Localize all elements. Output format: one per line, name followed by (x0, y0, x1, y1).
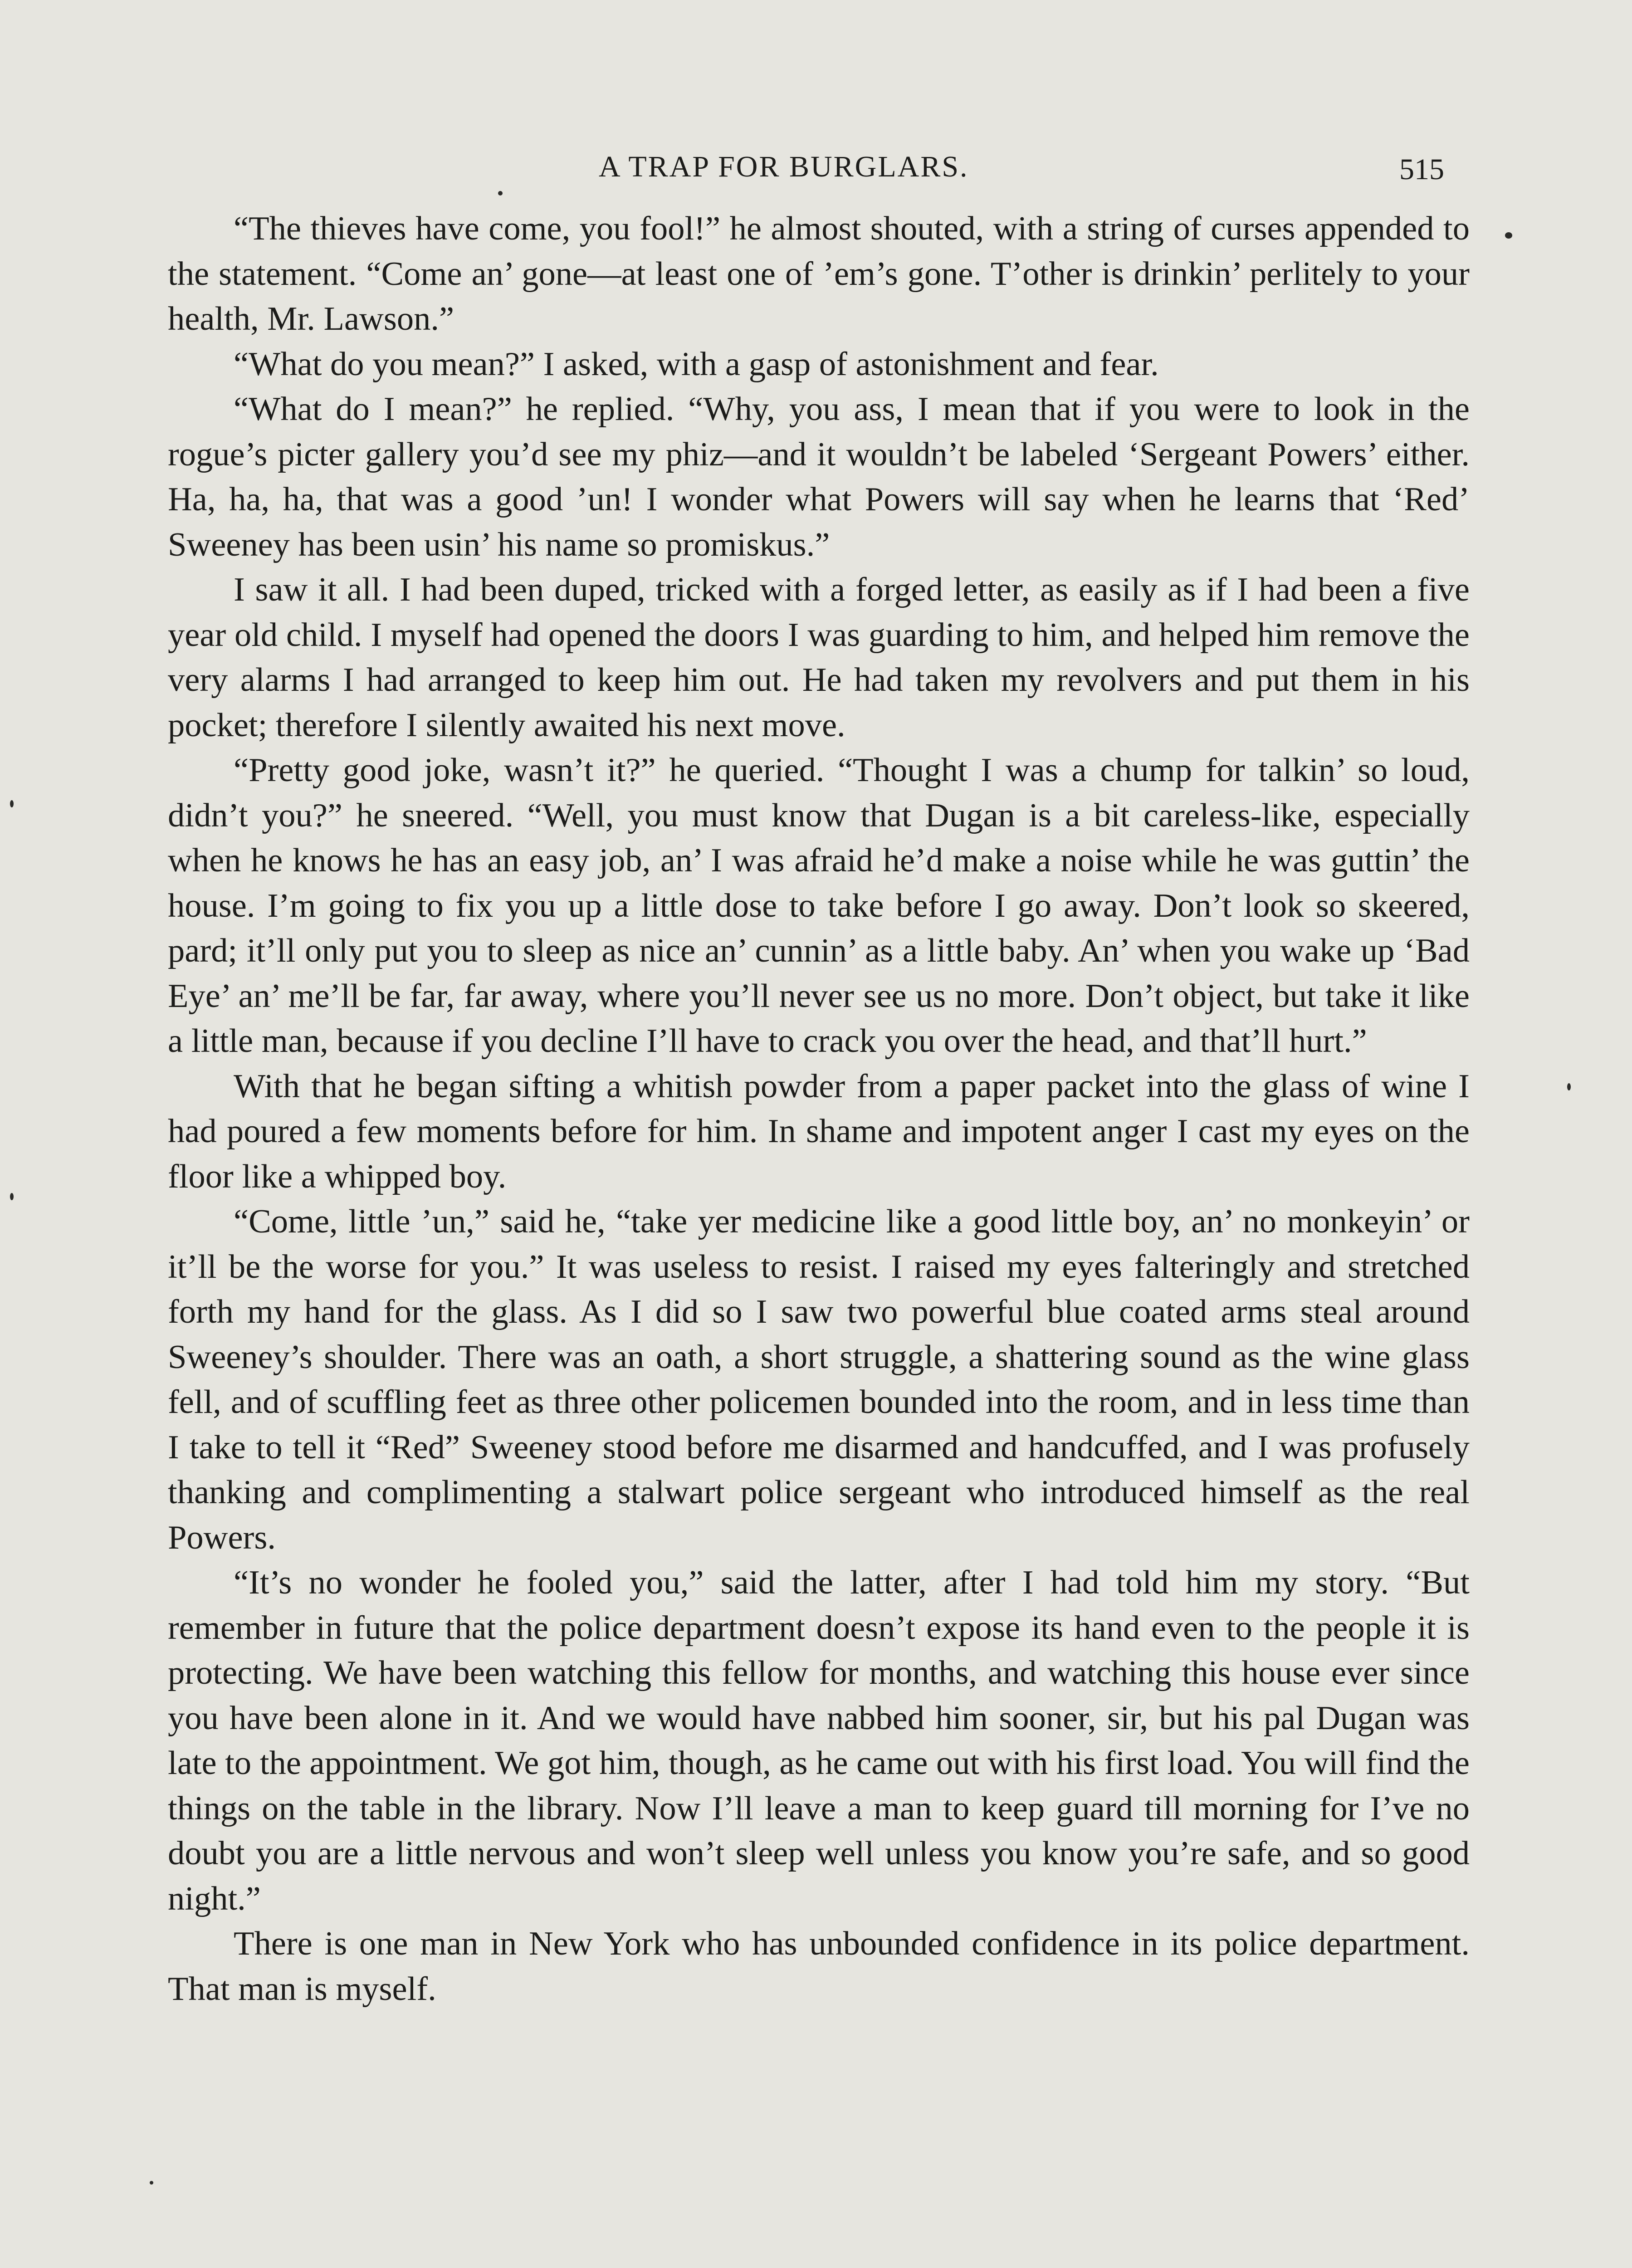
ink-speck (498, 191, 503, 196)
chapter-title: A TRAP FOR BURGLARS. (599, 150, 969, 183)
paragraph: There is one man in New York who has unbounded confidence in its police department. That man is myself. (168, 1925, 1470, 2008)
ink-speck (1567, 1083, 1571, 1090)
paragraph: With that he began sifting a whitish powder from a paper packet into the glass of wine I had poured a few moments before for him. In shame and impotent anger I cast my eyes on the floor like a whipped boy. (168, 1067, 1470, 1195)
ink-speck (150, 2181, 153, 2185)
ink-speck (10, 800, 14, 807)
running-header (0, 144, 1632, 194)
ink-speck (10, 1193, 14, 1200)
paragraph: “Come, little ’un,” said he, “take yer medicine like a good little boy, an’ no monkeyin’ or it’ll be the worse for you.” It was useless to resist. I raised my eyes falteringly and stretched forth my hand for the glass. As I did so I saw two powerful blue coated arms steal around Sweeney’s shoulder. There was an oath, a short struggle, a shattering sound as the wine glass fell, and of scuffling feet as three other policemen bounded into the room, and in less time than I take to tell it “Red” Sweeney stood before me disarmed and handcuffed, and I was profusely thanking and complimenting a stalwart police sergeant who introduced himself as the real Powers. (168, 1203, 1470, 1556)
page-number: 515 (1399, 153, 1444, 186)
paragraph: I saw it all. I had been duped, tricked with a forged letter, as easily as if I had been a five year old child. I myself had opened the doors I was guarding to him, and helped him remove the very alarms I had arranged to keep him out. He had taken my revolvers and put them in his pocket; therefore I silently awaited his next move. (168, 571, 1470, 744)
paragraph: “Pretty good joke, wasn’t it?” he queried. “Thought I was a chump for talkin’ so loud, didn’t you?” he sneered. “Well, you must know that Dugan is a bit careless-like, especially when he knows he has an easy job, an’ I was afraid he’d make a noise while he was guttin’ the house. I’m going to fix you up a little dose to take before I go away. Don’t look so skeered, pard; it’ll only put you to sleep as nice an’ cunnin’ as a little baby. An’ when you wake up ‘Bad Eye’ an’ me’ll be far, far away, where you’ll never see us no more. Don’t object, but take it like a little man, because if you decline I’ll have to crack you over the head, and that’ll hurt.” (168, 752, 1470, 1060)
paragraph: “It’s no wonder he fooled you,” said the latter, after I had told him my story. “But remember in future that the police department doesn’t expose its hand even to the people it is protecting. We have been watching this fellow for months, and watching this house ever since you have been alone in it. And we would have nabbed him sooner, sir, but his pal Dugan was late to the appointment. We got him, though, as he came out with his first load. You will find the things on the table in the library. Now I’ll leave a man to keep guard till morning for I’ve no doubt you are a little nervous and won’t sleep well unless you know you’re safe, and so good night.” (168, 1564, 1470, 1917)
ink-speck (1505, 232, 1512, 239)
story-text (168, 206, 1470, 2012)
paragraph: “The thieves have come, you fool!” he almost shouted, with a string of curses appended to the statement. “Come an’ gone—at least one of ’em’s gone. T’other is drinkin’ perlitely to your health, Mr. Lawson.” (168, 210, 1470, 337)
paragraph: “What do I mean?” he replied. “Why, you ass, I mean that if you were to look in the rogue’s picter gallery you’d see my phiz—and it wouldn’t be labeled ‘Sergeant Powers’ either. Ha, ha, ha, that was a good ’un! I wonder what Powers will say when he learns that ‘Red’ Sweeney has been usin’ his name so promiskus.” (168, 391, 1470, 563)
paragraph: “What do you mean?” I asked, with a gasp of astonishment and fear. (234, 345, 1159, 383)
